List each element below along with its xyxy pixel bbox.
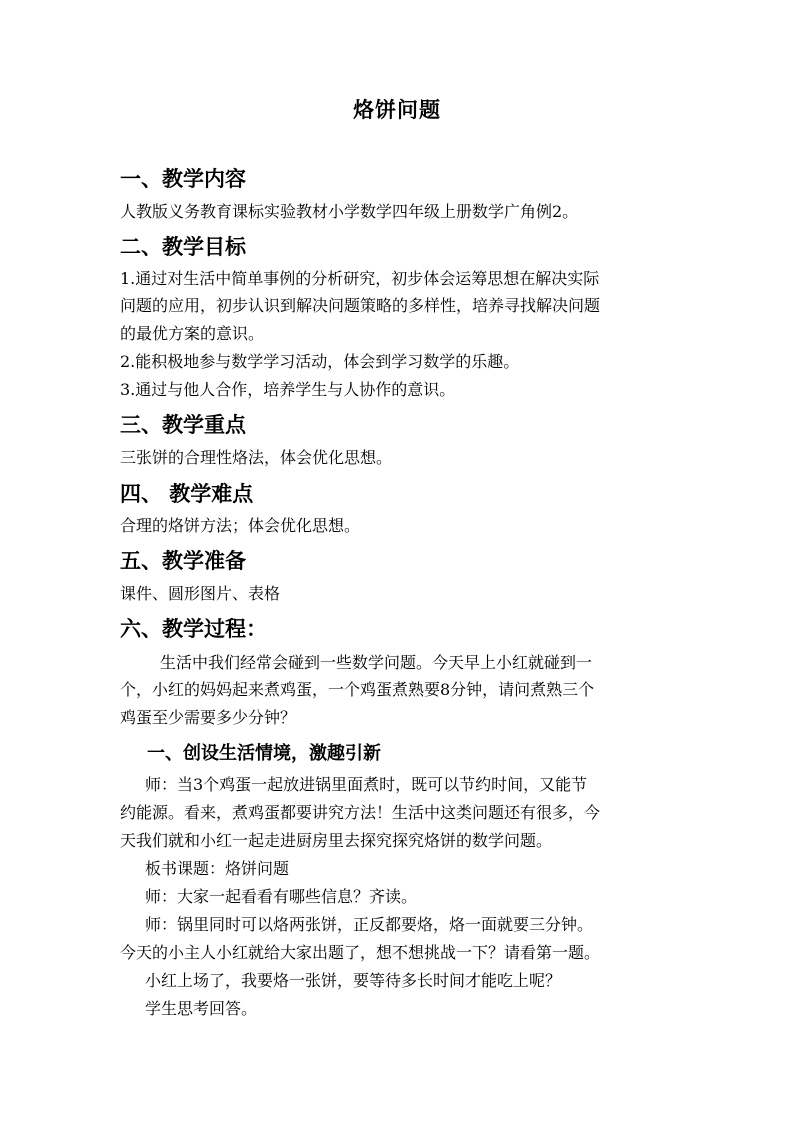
- paragraph-line: 3.通过与他人合作，培养学生与人协作的意识。: [120, 380, 456, 399]
- paragraph-line: 人教版义务教育课标实验教材小学数学四年级上册数学广角例2。: [120, 202, 579, 221]
- paragraph-line: 的最优方案的意识。: [120, 324, 265, 343]
- section-heading-preparation: 五、教学准备: [120, 548, 246, 573]
- section-heading-difficulties: 四、 教学难点: [120, 481, 254, 506]
- paragraph-line: 生活中我们经常会碰到一些数学问题。今天早上小红就碰到一: [160, 653, 593, 672]
- paragraph-line: 1.通过对生活中简单事例的分析研究，初步体会运筹思想在解决实际: [120, 269, 600, 288]
- section-heading-content: 一、教学内容: [120, 166, 246, 191]
- paragraph-line: 板书课题：烙饼问题: [145, 859, 290, 878]
- paragraph-line: 鸡蛋至少需要多少分钟？: [120, 708, 297, 727]
- paragraph-line: 师：大家一起看看有哪些信息？齐读。: [145, 887, 418, 906]
- subsection-heading: 一、创设生活情境，激趣引新: [147, 743, 381, 764]
- section-heading-key-points: 三、教学重点: [120, 412, 246, 437]
- paragraph-line: 2.能积极地参与数学学习活动，体会到学习数学的乐趣。: [120, 352, 520, 371]
- paragraph-line: 师：锅里同时可以烙两张饼，正反都要烙，烙一面就要三分钟。: [145, 915, 594, 934]
- paragraph-line: 今天的小主人小红就给大家出题了，想不想挑战一下？请看第一题。: [120, 943, 601, 962]
- paragraph-line: 学生思考回答。: [145, 999, 258, 1018]
- paragraph-line: 个，小红的妈妈起来煮鸡蛋，一个鸡蛋煮熟要8分钟，请问煮熟三个: [120, 680, 595, 699]
- paragraph-line: 天我们就和小红一起走进厨房里去探究探究烙饼的数学问题。: [120, 831, 553, 850]
- paragraph-line: 三张饼的合理性烙法，体会优化思想。: [120, 448, 393, 467]
- paragraph-line: 问题的应用，初步认识到解决问题策略的多样性，培养寻找解决问题: [120, 296, 601, 315]
- paragraph-line: 小红上场了，我要烙一张饼，要等待多长时间才能吃上呢？: [145, 971, 562, 990]
- paragraph-line: 课件、圆形图片、表格: [120, 584, 281, 603]
- paragraph-line: 合理的烙饼方法；体会优化思想。: [120, 516, 361, 535]
- paragraph-line: 师：当3个鸡蛋一起放进锅里面煮时，既可以节约时间，又能节: [145, 775, 588, 794]
- section-heading-objectives: 二、教学目标: [120, 234, 246, 259]
- section-heading-process: 六、教学过程：: [120, 616, 267, 641]
- paragraph-line: 约能源。看来，煮鸡蛋都要讲究方法！生活中这类问题还有很多，今: [120, 803, 601, 822]
- document-title: 烙饼问题: [353, 97, 441, 122]
